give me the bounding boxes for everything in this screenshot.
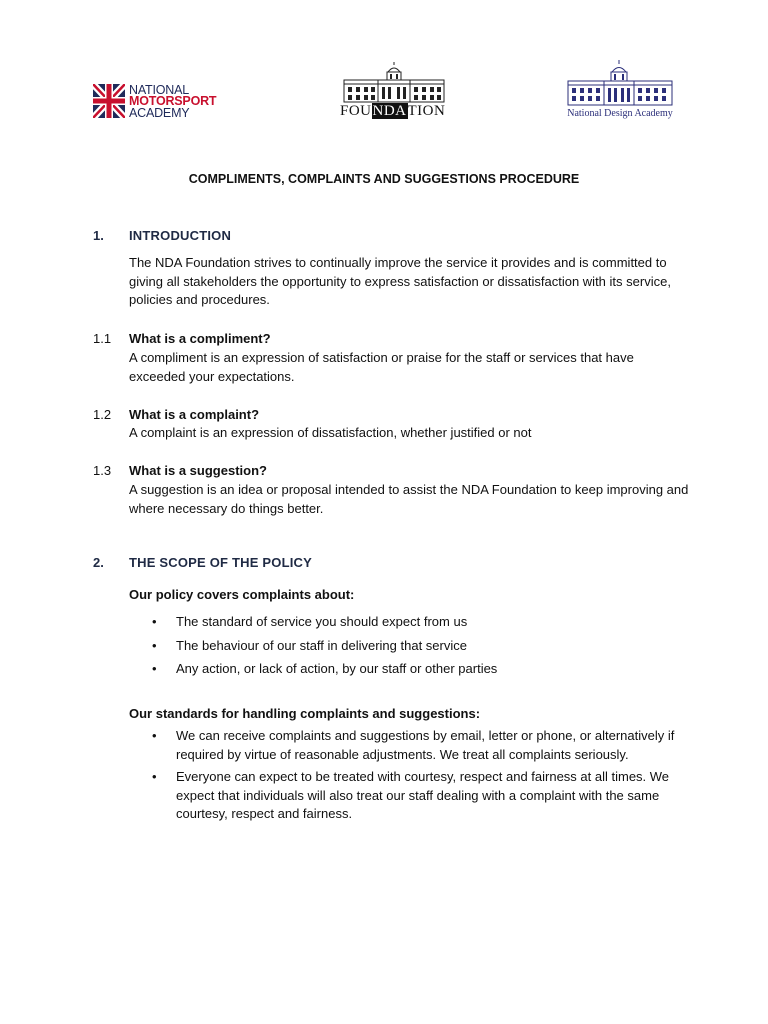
list-item: • The standard of service you should expect from us: [152, 614, 468, 629]
covers-list: [152, 613, 687, 684]
item-1-1-number: 1.1: [93, 331, 112, 346]
foundation-wordmark: FOUNDATION: [340, 103, 446, 119]
bullet-icon: •: [152, 661, 157, 676]
union-flag-icon: [93, 84, 125, 118]
bullet-icon: •: [152, 637, 157, 653]
section-2-heading: THE SCOPE OF THE POLICY: [129, 555, 313, 570]
header-logos: [0, 0, 768, 140]
item-1-3-number: 1.3: [93, 463, 112, 478]
section-1-heading: INTRODUCTION: [129, 228, 232, 243]
item-1-1-text: A compliment is an expression of satisfaction or praise for the staff or services that have exceeded your expectations.: [129, 350, 634, 384]
item-1-1-heading: What is a compliment?: [129, 331, 271, 346]
section-2-number: 2.: [93, 555, 104, 570]
nda-foundation-logo: [338, 62, 450, 122]
building-icon: [564, 60, 676, 106]
covers-heading: Our policy covers complaints about:: [129, 587, 355, 602]
national-motorsport-academy-logo: [93, 84, 233, 124]
bullet-icon: •: [152, 769, 157, 784]
section-1-intro: The NDA Foundation strives to continually improve the service it provides and is committed to giving all stakeholders the opportunity to express satisfaction or dissatisfaction with its service, policies and procedures.: [129, 255, 671, 307]
section-1-number: 1.: [93, 228, 104, 243]
national-design-academy-logo: [560, 60, 680, 122]
nda-logo-caption: National Design Academy: [567, 108, 673, 119]
list-item: • Any action, or lack of action, by our staff or other parties: [152, 661, 498, 676]
list-item: • Everyone can expect to be treated with courtesy, respect and fairness at all times. We expect that individuals will also treat our staff dealing with a complaint with the same courtesy, respect and fairness.: [152, 769, 670, 821]
nma-logo-line3: ACADEMY: [129, 106, 190, 120]
standards-list: [152, 727, 687, 828]
standards-heading: Our standards for handling complaints and suggestions:: [129, 706, 481, 721]
list-item: • We can receive complaints and suggestions by email, letter or phone, or alternatively if required by virtue of reasonable adjustments. We treat all complaints seriously.: [152, 728, 675, 762]
bullet-icon: •: [152, 728, 157, 743]
bullet-icon: •: [152, 614, 157, 629]
nma-logo-line1: NATIONAL: [129, 83, 189, 97]
nma-logo-line2: MOTORSPORT: [129, 94, 217, 108]
building-icon: [338, 62, 450, 104]
item-1-3-heading: What is a suggestion?: [129, 463, 267, 478]
item-1-2-number: 1.2: [93, 407, 112, 422]
item-1-2-text: A complaint is an expression of dissatisfaction, whether justified or not: [129, 425, 532, 440]
item-1-3-text: A suggestion is an idea or proposal intended to assist the NDA Foundation to keep improving and where necessary do things better.: [129, 482, 689, 516]
item-1-2-heading: What is a complaint?: [129, 407, 260, 422]
document-title: COMPLIMENTS, COMPLAINTS AND SUGGESTIONS PROCEDURE: [188, 172, 580, 186]
list-item: • The behaviour of our staff in delivering that service: [152, 637, 467, 653]
